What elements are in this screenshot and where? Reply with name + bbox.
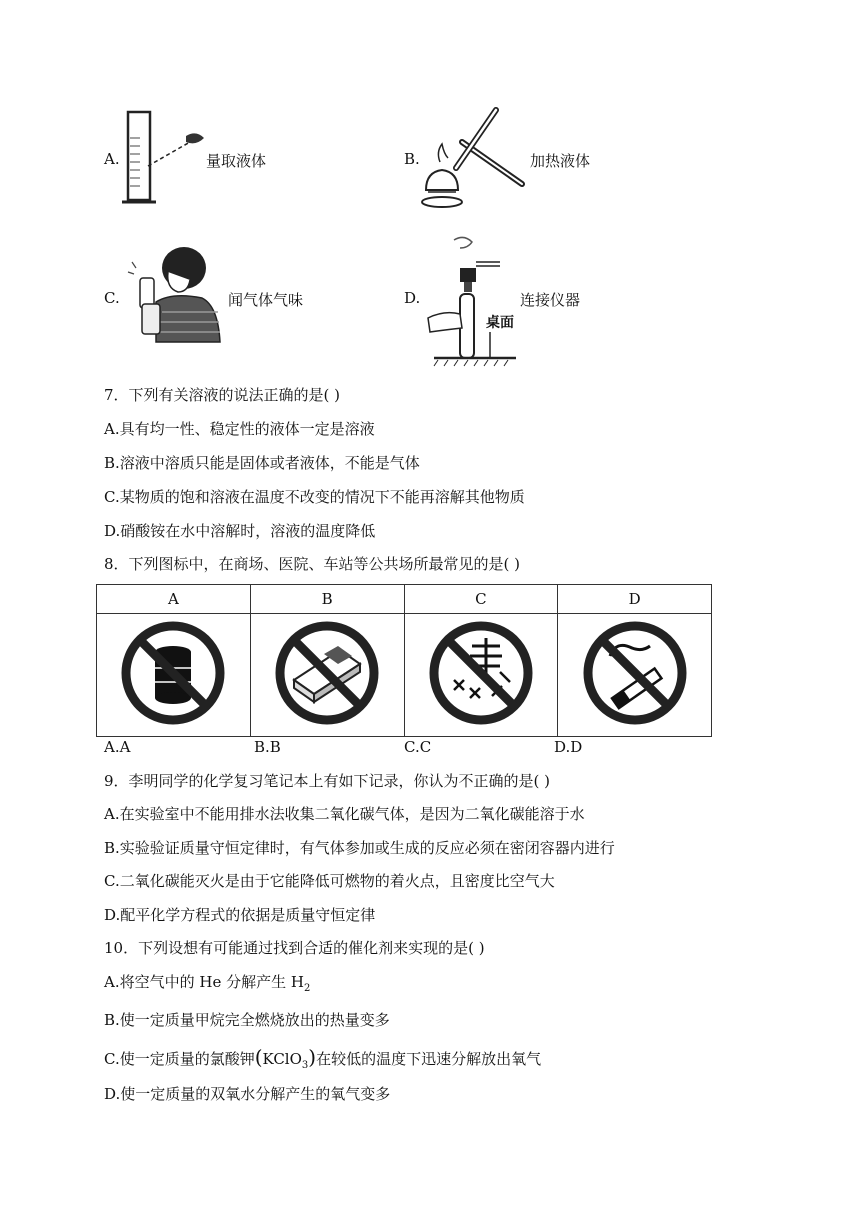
h2-formula: $H_2$	[290, 973, 311, 994]
q10-option-d: D.使一定质量的双氧水分解产生的氧气变多	[104, 1085, 391, 1103]
q8-option-d: D.D	[554, 738, 583, 756]
q6-option-d-caption: 连接仪器	[520, 291, 581, 309]
q9-option-c: C.二氧化碳能灭火是由于它能降低可燃物的着火点，且密度比空气大	[104, 872, 555, 890]
q10-option-b: B.使一定质量甲烷完全燃烧放出的热量变多	[104, 1011, 390, 1029]
q8-header-a: A	[97, 585, 251, 614]
no-smoking-icon	[580, 618, 690, 728]
graduated-cylinder-eye-icon	[118, 108, 208, 208]
q9-stem: 9．李明同学的化学复习笔记本上有如下记录，你认为不正确的是( )	[104, 772, 551, 790]
q6-option-a-letter: A.	[104, 150, 120, 168]
q6-option-c-caption: 闻气体气味	[228, 291, 304, 309]
q8-stem: 8．下列图标中，在商场、医院、车站等公共场所最常见的是( )	[104, 555, 521, 573]
q8-option-c: C.C	[404, 738, 432, 756]
q8-sign-table	[96, 584, 712, 737]
person-smelling-bottle-icon	[122, 242, 226, 350]
q7-option-d: D.硝酸铵在水中溶解时，溶液的温度降低	[104, 522, 376, 540]
q8-option-a: A.A	[104, 738, 131, 756]
q6-option-c-letter: C.	[104, 289, 120, 307]
kclo3-formula: KClO$_3$	[262, 1050, 309, 1071]
q7-option-b: B.溶液中溶质只能是固体或者液体，不能是气体	[104, 454, 420, 472]
q8-cell-c	[404, 614, 558, 737]
q8-header-c: C	[404, 585, 558, 614]
q9-option-b: B.实验验证质量守恒定律时，有气体参加或生成的反应必须在密闭容器内进行	[104, 839, 615, 857]
q9-option-a: A.在实验室中不能用排水法收集二氧化碳气体，是因为二氧化碳能溶于水	[104, 805, 585, 823]
q9-option-d: D.配平化学方程式的依据是质量守恒定律	[104, 906, 376, 924]
q8-cell-b	[250, 614, 404, 737]
test-tube-alcohol-lamp-icon	[418, 106, 528, 212]
q10-option-a-text: A.将空气中的 He 分解产生	[104, 973, 291, 991]
q8-option-b: B.B	[254, 738, 281, 756]
q7-option-a: A.具有均一性、稳定性的液体一定是溶液	[104, 420, 375, 438]
q6-option-a-caption: 量取液体	[206, 152, 267, 170]
no-matches-icon	[272, 618, 382, 728]
q10-option-c-text: C.使一定质量的氯酸钾	[104, 1050, 255, 1068]
tube-stopper-on-table-icon	[424, 232, 524, 368]
q8-header-b: B	[250, 585, 404, 614]
q10-option-c: C.使一定质量的氯酸钾(KClO$_3$)在较低的温度下迅速分解放出氧气	[104, 1045, 542, 1071]
table-label: 桌面	[486, 315, 514, 331]
q6-option-b-letter: B.	[404, 150, 420, 168]
q10-option-c-text-end: 在较低的温度下迅速分解放出氧气	[316, 1050, 542, 1068]
q8-cell-d	[558, 614, 712, 737]
q8-cell-a	[97, 614, 251, 737]
q6-option-b-caption: 加热液体	[530, 152, 591, 170]
q10-stem: 10．下列设想有可能通过找到合适的催化剂来实现的是( )	[104, 939, 485, 957]
no-oil-drum-icon	[118, 618, 228, 728]
q7-stem: 7．下列有关溶液的说法正确的是( )	[104, 386, 341, 404]
no-fireworks-icon	[426, 618, 536, 728]
q8-header-d: D	[558, 585, 712, 614]
q7-option-c: C.某物质的饱和溶液在温度不改变的情况下不能再溶解其他物质	[104, 488, 525, 506]
q10-option-a	[104, 971, 310, 994]
q6-option-d-letter: D.	[404, 289, 421, 307]
